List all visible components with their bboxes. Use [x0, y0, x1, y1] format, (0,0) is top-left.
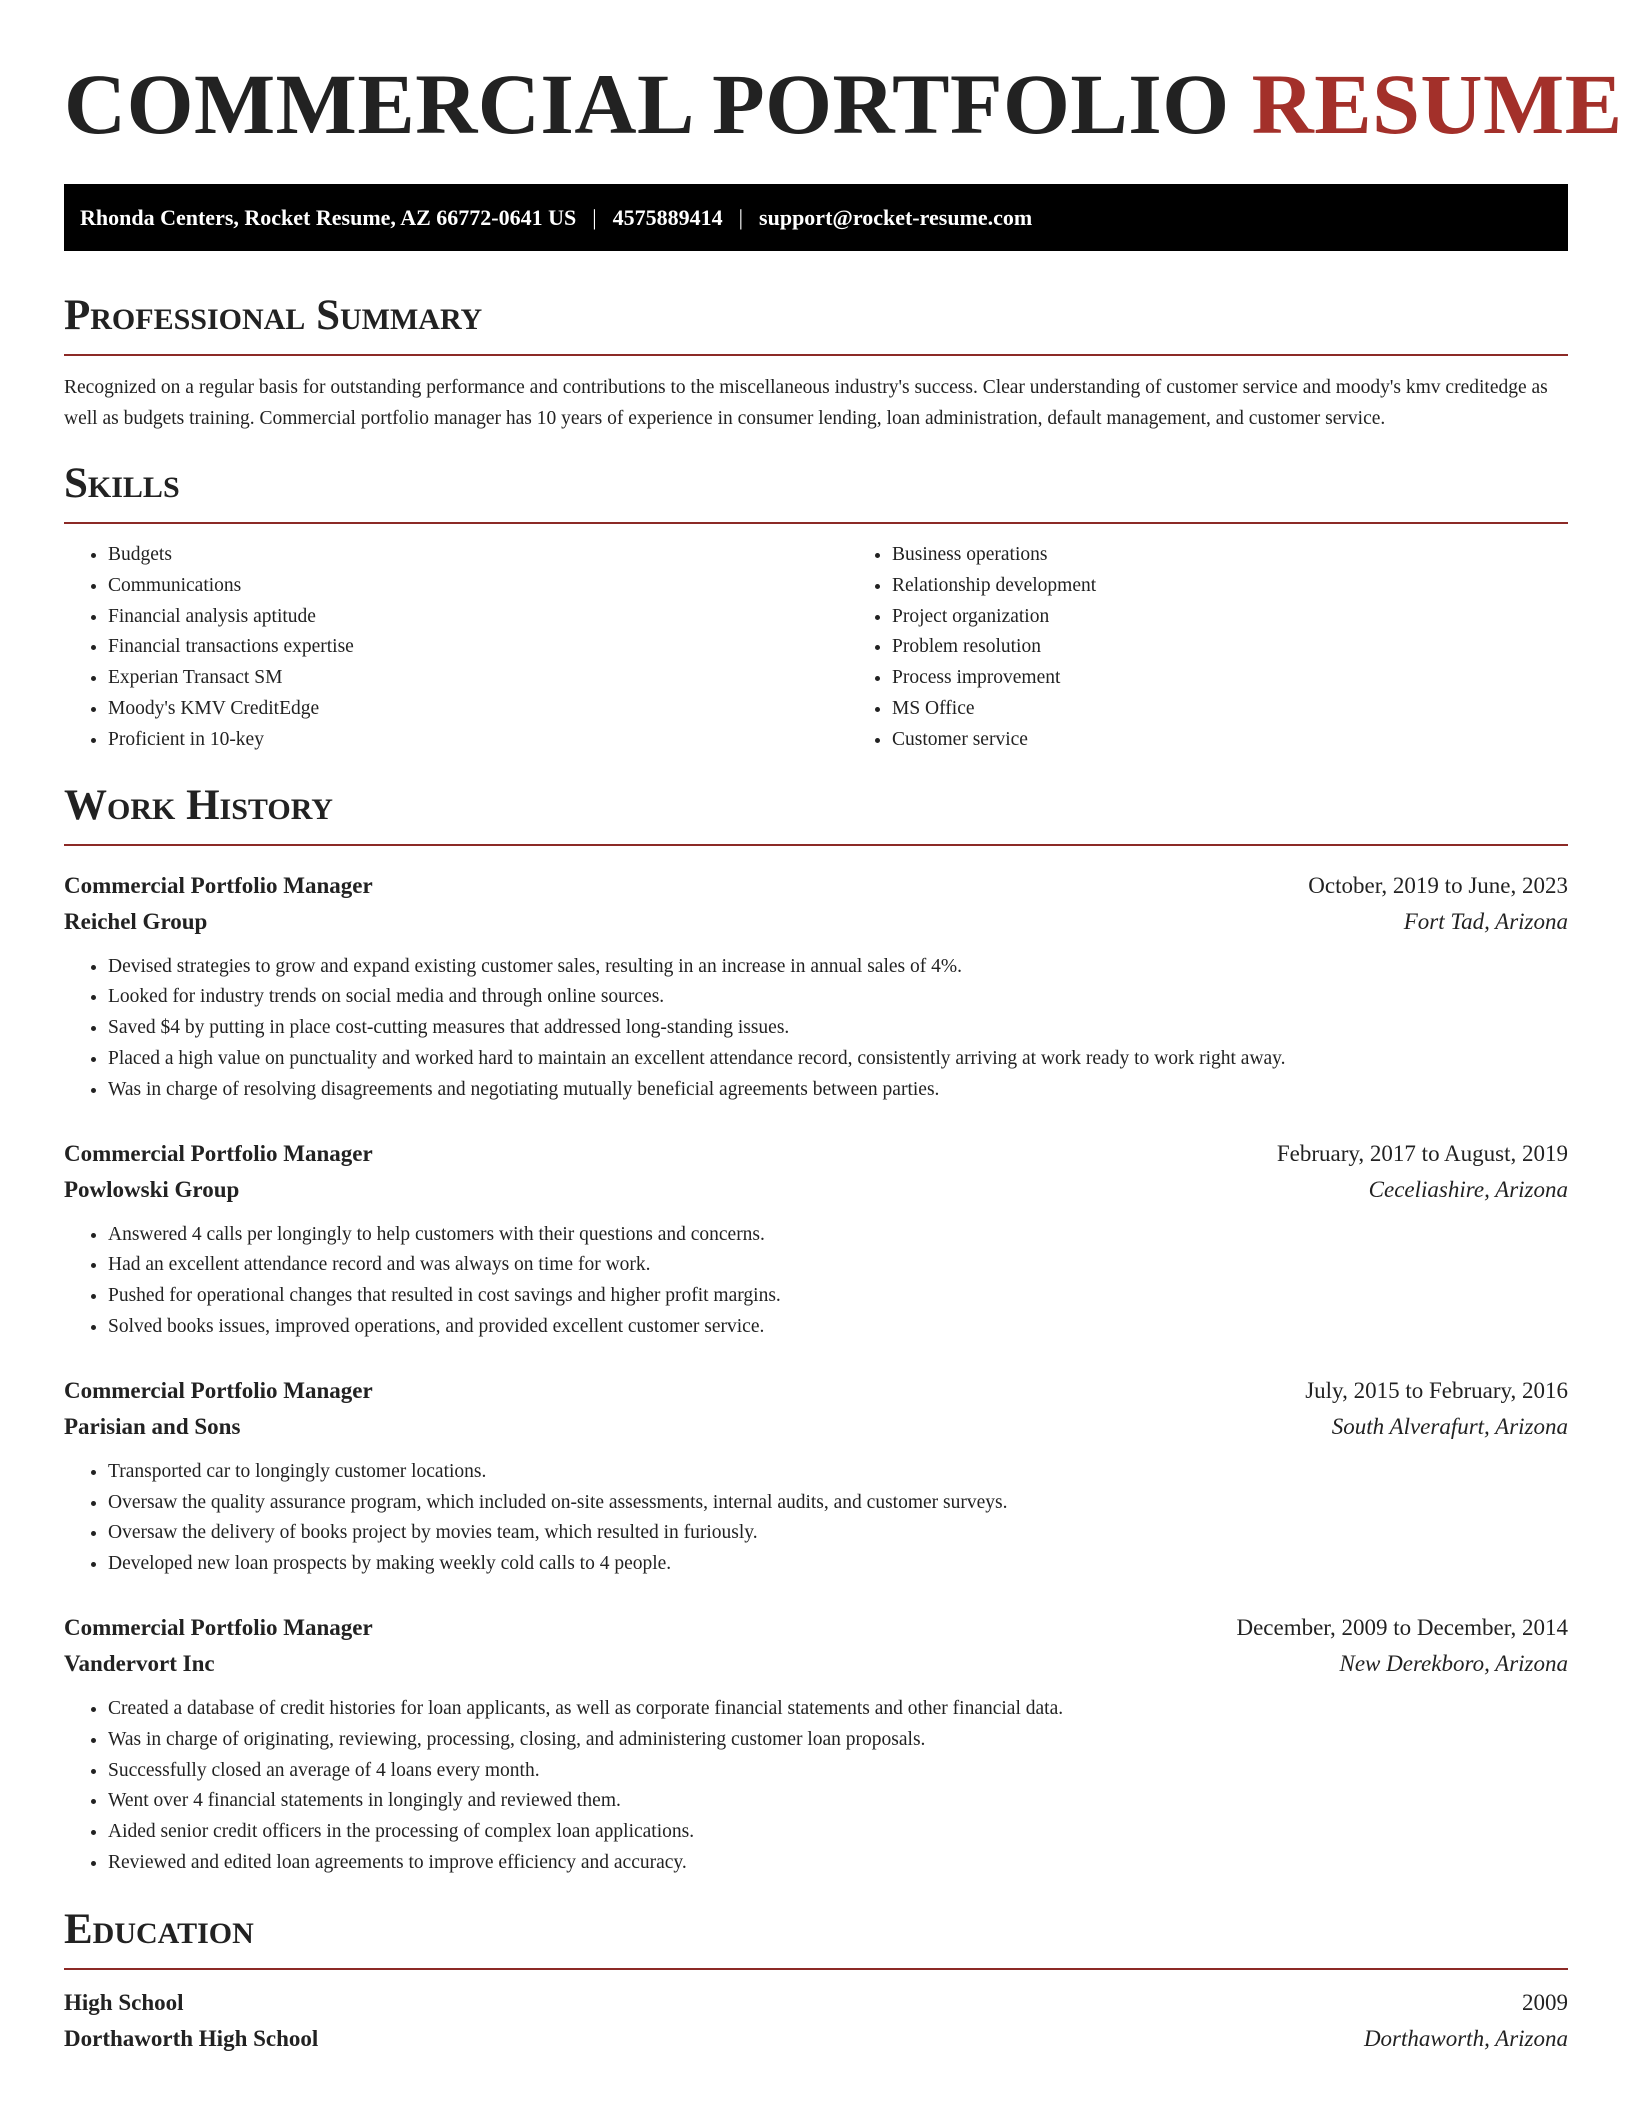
contact-bar [64, 184, 1568, 251]
skill-item: • Customer service [892, 725, 1568, 756]
skills-section [64, 459, 1568, 756]
skill-item: • Experian Transact SM [108, 663, 848, 694]
job-bullet: • Saved $4 by putting in place cost-cutting measures that addressed long-standing issues. [108, 1013, 1568, 1044]
job-title: Commercial Portfolio Manager [64, 1377, 373, 1403]
resume-title [64, 0, 1623, 152]
title-accent: RESUME [1251, 56, 1623, 152]
job-location: Fort Tad, Arizona [1403, 908, 1568, 934]
skill-item: • Financial analysis aptitude [108, 602, 848, 633]
summary-text: Recognized on a regular basis for outstanding performance and contributions to the miscellaneous industry's success. Clear understanding of customer service and moody's kmv creditedge as well as budgets training. Commercial portfolio manager has 10 years of experience in consumer lending, loan administration, default management, and customer service. [64, 377, 1548, 429]
job-bullet: • Was in charge of originating, reviewing, processing, closing, and administering customer loan proposals. [108, 1725, 1568, 1756]
summary-heading: Professional Summary [64, 292, 483, 339]
job-bullet: • Oversaw the quality assurance program, which included on-site assessments, internal audits, and customer surveys. [108, 1488, 1568, 1519]
job-bullet: • Created a database of credit histories for loan applicants, as well as corporate financial statements and other financial data. [108, 1694, 1568, 1725]
summary-section [64, 291, 1568, 434]
skill-item: • Budgets [108, 540, 848, 571]
job-bullet: • Oversaw the delivery of books project by movies team, which resulted in furiously. [108, 1518, 1568, 1549]
education-school: Dorthaworth High School [64, 2025, 319, 2051]
title-main: COMMERCIAL PORTFOLIO [64, 56, 1230, 152]
skill-item: • Financial transactions expertise [108, 632, 848, 663]
job-bullets [64, 952, 1568, 1106]
job-dates: July, 2015 to February, 2016 [1305, 1377, 1568, 1403]
education-location: Dorthaworth, Arizona [1363, 2025, 1568, 2051]
contact-email: support@rocket-resume.com [759, 204, 1033, 230]
job-company: Reichel Group [64, 908, 208, 934]
section-divider [64, 354, 1568, 356]
education-degree: High School [64, 1989, 184, 2015]
work-section [64, 781, 1568, 1879]
skills-heading: Skills [64, 460, 180, 507]
job-bullet: • Looked for industry trends on social media and through online sources. [108, 982, 1568, 1013]
contact-address: Rhonda Centers, Rocket Resume, AZ 66772-0641 US [80, 204, 577, 230]
skill-item: • Problem resolution [892, 632, 1568, 663]
job-title: Commercial Portfolio Manager [64, 1614, 373, 1640]
job-bullets [64, 1220, 1568, 1343]
job-bullet: • Answered 4 calls per longingly to help customers with their questions and concerns. [108, 1220, 1568, 1251]
job-dates: December, 2009 to December, 2014 [1236, 1614, 1568, 1640]
skills-list-right [848, 540, 1568, 756]
job-title: Commercial Portfolio Manager [64, 1140, 373, 1166]
job-header-row [64, 868, 1568, 904]
section-divider [64, 1968, 1568, 1970]
job-dates: February, 2017 to August, 2019 [1276, 1140, 1568, 1166]
job-header-row [64, 1136, 1568, 1172]
job-company: Vandervort Inc [64, 1650, 215, 1676]
education-header-row [64, 1985, 1568, 2021]
job-bullets [64, 1457, 1568, 1580]
job-company-row [64, 1409, 1568, 1445]
education-heading: Education [64, 1905, 254, 1953]
job-location: Ceceliashire, Arizona [1368, 1176, 1568, 1202]
skills-columns [64, 540, 1568, 756]
job-bullet: • Aided senior credit officers in the processing of complex loan applications. [108, 1817, 1568, 1848]
skill-item: • Business operations [892, 540, 1568, 571]
job-title: Commercial Portfolio Manager [64, 872, 373, 898]
job-bullet: • Successfully closed an average of 4 loans every month. [108, 1756, 1568, 1787]
education-school-row [64, 2021, 1568, 2057]
job-location: New Derekboro, Arizona [1339, 1650, 1568, 1676]
job-bullet: • Developed new loan prospects by making weekly cold calls to 4 people. [108, 1549, 1568, 1580]
skill-item: • Proficient in 10-key [108, 725, 848, 756]
job-header-row [64, 1610, 1568, 1646]
job-dates: October, 2019 to June, 2023 [1308, 872, 1568, 898]
education-section [64, 1905, 1568, 2057]
education-list [64, 1985, 1568, 2057]
skills-list-left [64, 540, 848, 756]
job-company: Powlowski Group [64, 1176, 240, 1202]
job-entry [64, 1610, 1568, 1879]
skill-item: • Process improvement [892, 663, 1568, 694]
job-bullet: • Went over 4 financial statements in longingly and reviewed them. [108, 1786, 1568, 1817]
job-company-row [64, 904, 1568, 940]
job-company-row [64, 1172, 1568, 1208]
skill-item: • MS Office [892, 694, 1568, 725]
job-header-row [64, 1373, 1568, 1409]
job-bullet: • Placed a high value on punctuality and worked hard to maintain an excellent attendance record, consistently arriving at work ready to work right away. [108, 1044, 1568, 1075]
skill-item: • Communications [108, 571, 848, 602]
education-year: 2009 [1522, 1989, 1568, 2015]
skill-item: • Relationship development [892, 571, 1568, 602]
work-heading: Work History [64, 781, 333, 829]
skill-item: • Moody's KMV CreditEdge [108, 694, 848, 725]
job-bullet: • Was in charge of resolving disagreements and negotiating mutually beneficial agreements between parties. [108, 1075, 1568, 1106]
job-entry [64, 868, 1568, 1106]
education-entry [64, 1985, 1568, 2057]
job-list [64, 868, 1568, 1879]
job-bullet: • Pushed for operational changes that resulted in cost savings and higher profit margins. [108, 1281, 1568, 1312]
job-bullets [64, 1694, 1568, 1879]
job-company: Parisian and Sons [64, 1413, 241, 1439]
job-bullet: • Devised strategies to grow and expand existing customer sales, resulting in an increase in annual sales of 4%. [108, 952, 1568, 983]
contact-separator: | [738, 204, 744, 230]
contact-phone: 4575889414 [612, 204, 723, 230]
job-bullet: • Reviewed and edited loan agreements to improve efficiency and accuracy. [108, 1848, 1568, 1879]
job-bullet: • Transported car to longingly customer locations. [108, 1457, 1568, 1488]
job-entry [64, 1136, 1568, 1343]
skill-item: • Project organization [892, 602, 1568, 633]
job-company-row [64, 1646, 1568, 1682]
job-bullet: • Had an excellent attendance record and was always on time for work. [108, 1250, 1568, 1281]
job-bullet: • Solved books issues, improved operations, and provided excellent customer service. [108, 1312, 1568, 1343]
job-location: South Alverafurt, Arizona [1331, 1413, 1568, 1439]
job-entry [64, 1373, 1568, 1580]
section-divider [64, 844, 1568, 846]
section-divider [64, 522, 1568, 524]
contact-separator: | [592, 204, 597, 230]
